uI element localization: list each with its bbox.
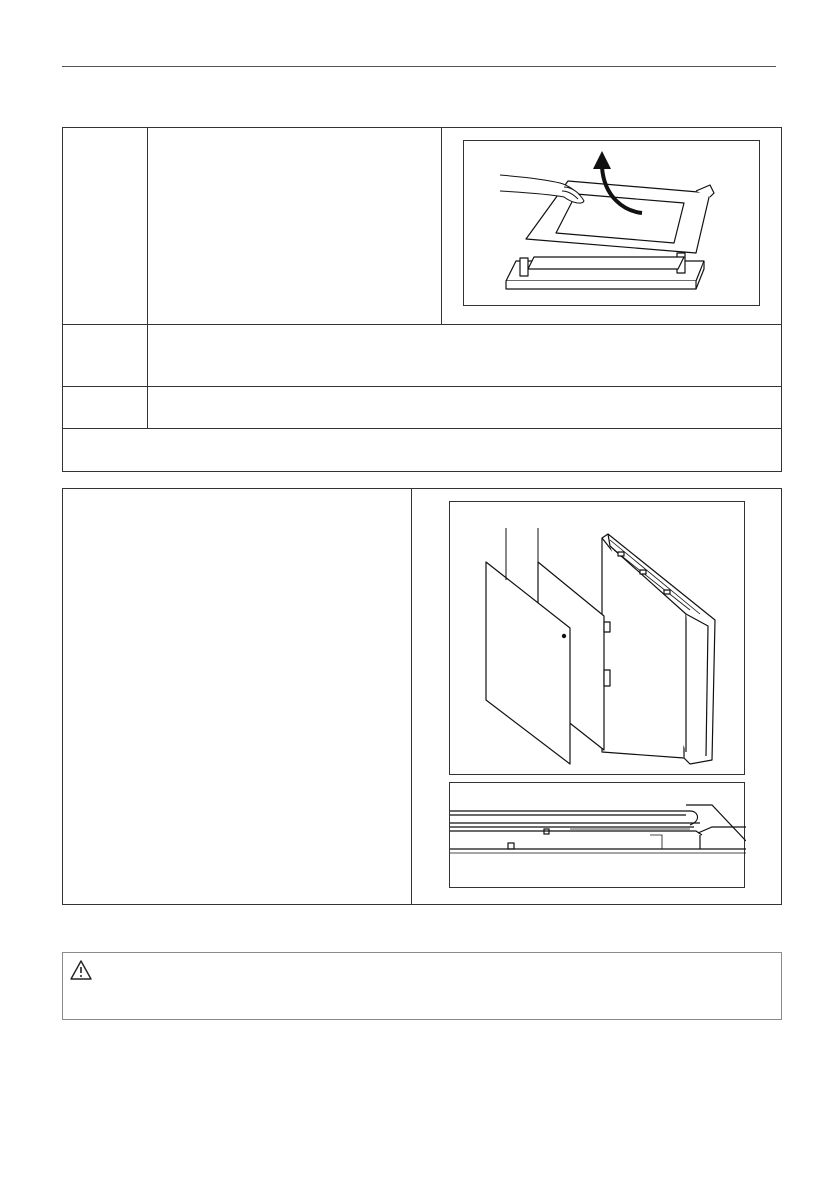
row-divider	[63, 428, 781, 429]
number-column-divider	[147, 128, 148, 428]
glass-panel-removal-figure	[463, 140, 760, 306]
header-rule	[62, 66, 776, 67]
door-glass-panels-exploded-illustration	[450, 502, 746, 776]
door-profile-detail-illustration	[450, 783, 746, 889]
hand-lifting-glass-panel-illustration	[464, 141, 761, 307]
door-profile-figure	[449, 782, 745, 888]
page-number	[773, 24, 793, 46]
warning-triangle-icon	[69, 959, 93, 986]
warning-box	[62, 952, 782, 1020]
figure-column-divider	[411, 489, 412, 904]
row-divider	[63, 386, 781, 387]
figure-column-divider	[441, 128, 442, 324]
door-panels-figure	[449, 501, 745, 775]
row-divider	[63, 324, 781, 325]
